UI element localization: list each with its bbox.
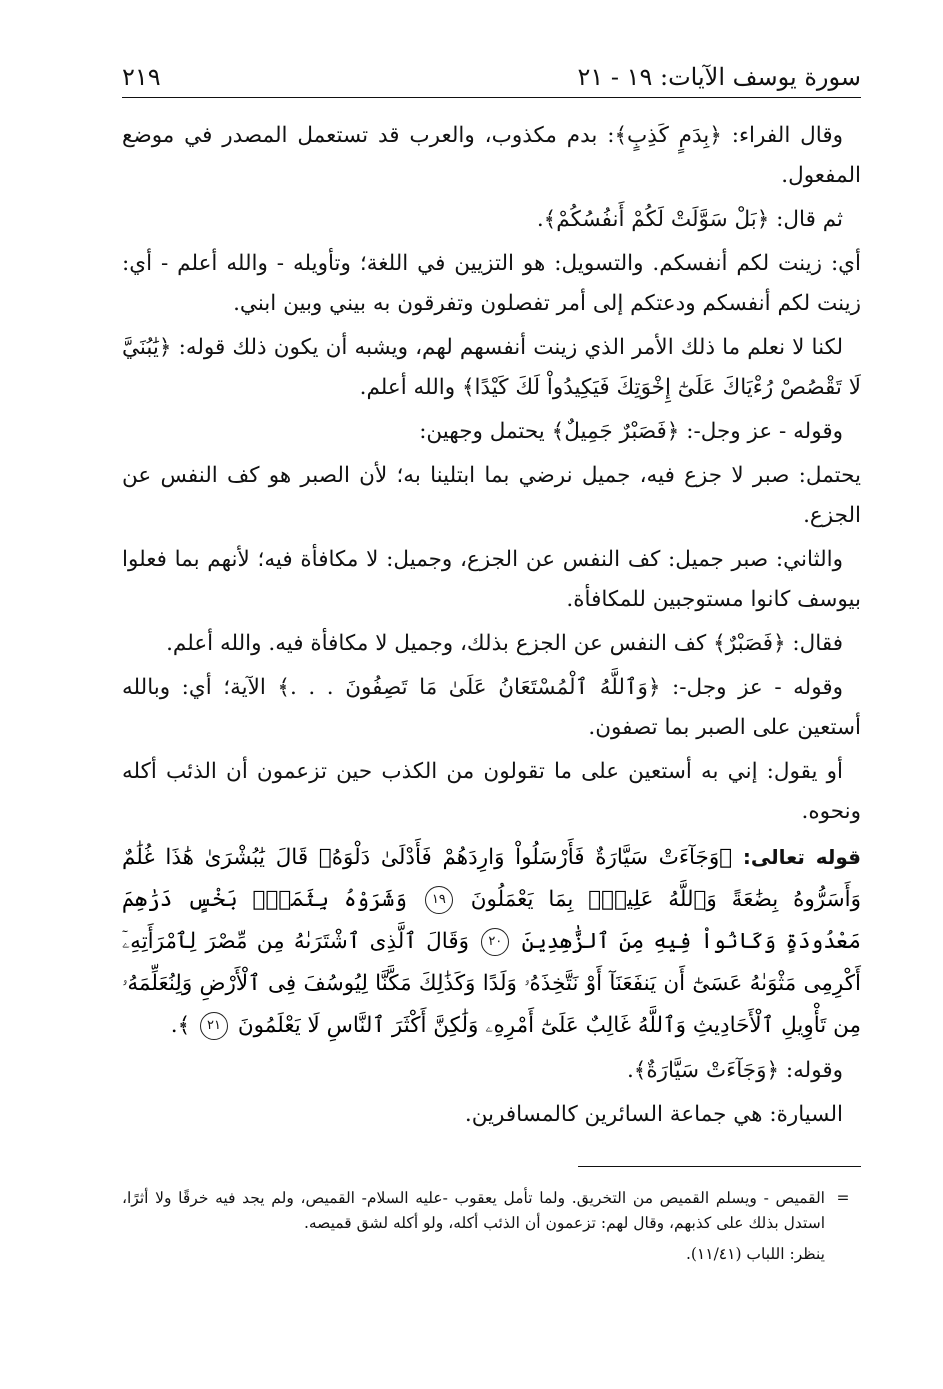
- paragraph-fasabr: فقال: ﴿فَصَبْرٌ﴾ كف النفس عن الجزع بذلك، وجميل لا مكافأة فيه. والله أعلم.: [166, 631, 843, 656]
- paragraph-sayyara-quote: وقوله: ﴿وَجَآءَتْ سَيَّارَةٌ﴾.: [626, 1058, 843, 1083]
- aya-number-20: ٢٠: [481, 928, 509, 956]
- verse-21-text: وَقَالَ ٱلَّذِى ٱشْتَرَىٰهُ مِن مِّصْرَ لِٱمْرَأَتِهِۦٓ أَكْرِمِى مَثْوَىٰهُ عَسَىٰٓ أَن يَنفَعَنَآ أَوْ نَتَّخِذَهُۥ وَلَدًا وَكَذَٰلِكَ مَكَّنَّا لِيُوسُفَ فِى ٱلْأَرْضِ وَلِنُعَلِّمَهُۥ مِن تَأْوِيلِ ٱلْأَحَادِيثِ وَٱللَّهُ غَالِبٌ عَلَىٰٓ أَمْرِهِۦ وَلَٰكِنَّ أَكْثَرَ ٱلنَّاسِ لَا يَعْلَمُونَ: [122, 929, 861, 1038]
- paragraph-first-meaning: يحتمل: صبر لا جزع فيه، جميل نرضي بما ابتلينا به؛ لأن الصبر هو كف النفس عن الجزع.: [122, 463, 861, 528]
- paragraph-yusuf-dream: لكنا لا نعلم ما ذلك الأمر الذي زينت أنفسهم لهم، ويشبه أن يكون ذلك قوله: ﴿يَٰبُنَيَّ لَا تَقْصُصْ رُءْيَاكَ عَلَىٰٓ إِخْوَتِكَ فَيَكِيدُواْ لَكَ كَيْدًا﴾ والله أعلم.: [122, 335, 861, 400]
- footnote-reference: ينظر: اللباب (١١/٤١).: [685, 1245, 825, 1263]
- footnote-text: القميص - ويسلم القميص من التخريق. ولما تأمل يعقوب -عليه السلام- القميص، ولم يجد فيه خرقًا ولا أثرًا، استدل بذلك على كذبهم، وقال لهم: تزعمون أن الذئب أكله، ولو أكله لشق قميصه.: [122, 1189, 825, 1232]
- footnote: [122, 1186, 861, 1267]
- running-header: [122, 52, 861, 98]
- paragraph-or-he-says: أو يقول: إني به أستعين على ما تقولون من الكذب حين تزعمون أن الذئب أكله ونحوه.: [122, 759, 861, 824]
- surah-title: سورة يوسف الآيات: ١٩ - ٢١: [577, 63, 861, 91]
- footnote-continuation-mark: =: [836, 1189, 850, 1207]
- paragraph-mustaan: وقوله - عز وجل-: ﴿وَٱللَّهُ ٱلْمُسْتَعَانُ عَلَىٰ مَا تَصِفُونَ . . .﴾ الآية؛ أي: وبالله أستعين على الصبر بما تصفون.: [122, 675, 861, 740]
- page-number: ٢١٩: [122, 63, 161, 91]
- footnote-row: [122, 1186, 861, 1236]
- aya-number-21: ٢١: [200, 1012, 228, 1040]
- quran-verse-block: [122, 836, 861, 1047]
- verse-20-text: وَشَرَوْهُ بِثَمَنٍۭ بَخْسٍ دَرَٰهِمَ مَعْدُودَةٍ وَكَانُواْ فِيهِ مِنَ ٱلزَّٰهِدِينَ: [122, 887, 862, 954]
- paragraph-second-meaning: والثاني: صبر جميل: كف النفس عن الجزع، وجميل: لا مكافأة فيه؛ لأنهم بما فعلوا بيوسف كانوا مستوجبين للمكافأة.: [122, 547, 861, 612]
- footnote-divider: [578, 1166, 861, 1167]
- verse-close-bracket: ﴾.: [170, 1013, 191, 1038]
- verse-19-text: ﴿وَجَآءَتْ سَيَّارَةٌ فَأَرْسَلُواْ وَارِدَهُمْ فَأَدْلَىٰ دَلْوَهُۥ قَالَ يَٰبُشْرَىٰ هَٰذَا غُلَٰمٌ وَأَسَرُّوهُ بِضَٰعَةً وَٱللَّهُ عَلِيمٌۢ بِمَا يَعْمَلُونَ: [122, 845, 861, 912]
- paragraph-sawwalat: ثم قال: ﴿بَلْ سَوَّلَتْ لَكُمْ أَنفُسُكُمْ﴾.: [536, 207, 843, 232]
- paragraph-sabr-jamil: وقوله - عز وجل-: ﴿فَصَبْرٌ جَمِيلٌ﴾ يحتمل وجهين:: [419, 419, 843, 444]
- verse-lead-label: قوله تعالى:: [742, 845, 861, 869]
- paragraph-sayyara-definition: السيارة: هي جماعة السائرين كالمسافرين.: [464, 1102, 843, 1127]
- main-text: [122, 116, 861, 1139]
- paragraph-farra: وقال الفراء: ﴿بِدَمٍ كَذِبٍ﴾: بدم مكذوب، والعرب قد تستعمل المصدر في موضع المفعول.: [122, 123, 861, 188]
- aya-number-19: ١٩: [425, 886, 453, 914]
- paragraph-tasweel: أي: زينت لكم أنفسكم. والتسويل: هو التزيين في اللغة؛ وتأويله - والله أعلم - أي: زينت لكم أنفسكم ودعتكم إلى أمر تفصلون وتفرقون به بيني وبين ابني.: [122, 251, 861, 316]
